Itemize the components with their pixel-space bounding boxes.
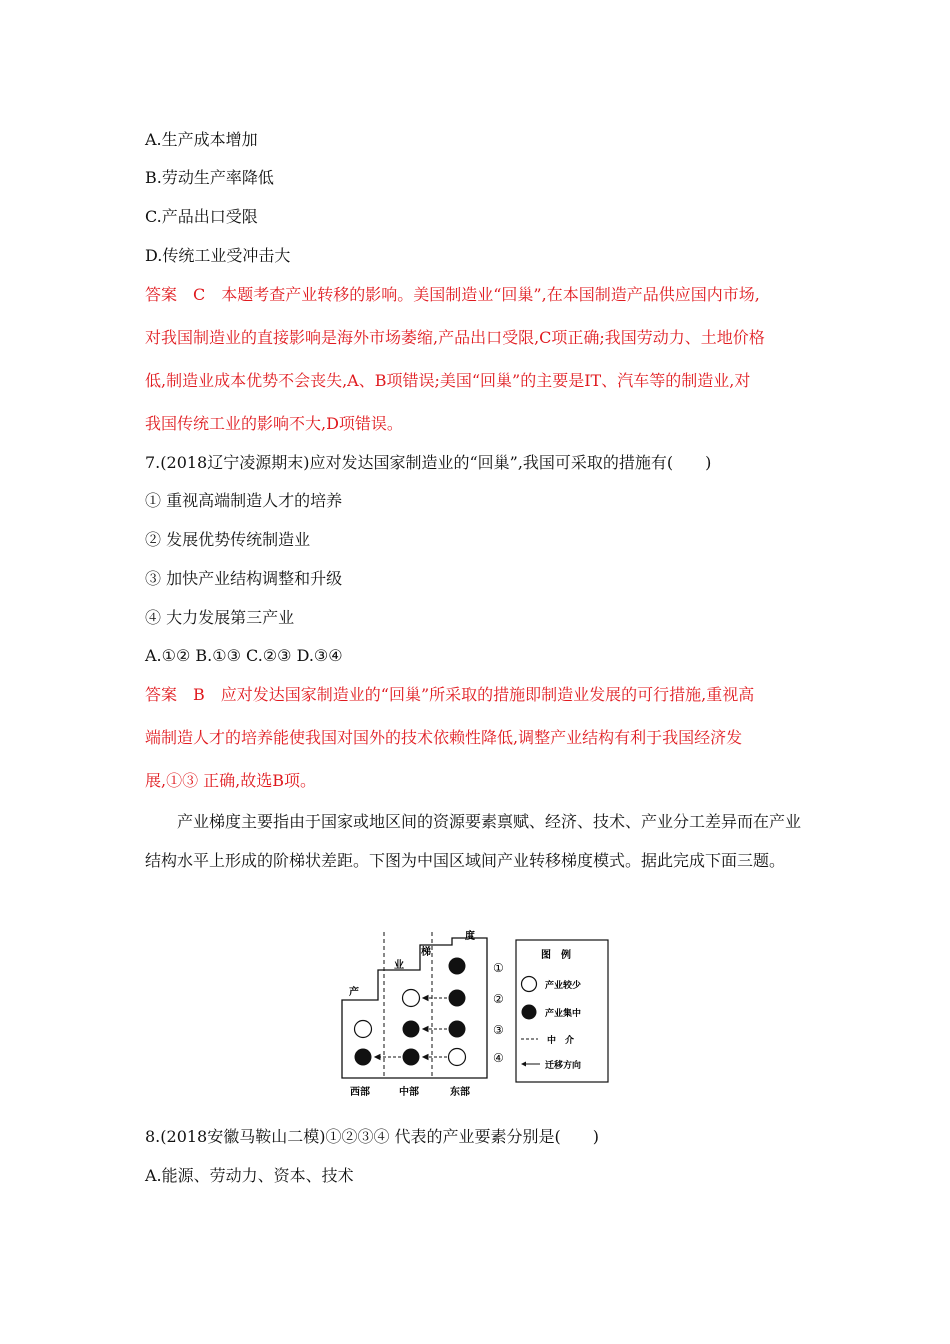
region-west: 西部 — [350, 1087, 370, 1098]
industry-gradient-figure — [335, 928, 615, 1100]
legend-open-circle-icon — [522, 977, 537, 992]
row-label-4: ④ — [493, 1051, 504, 1065]
dot-east-2 — [449, 990, 466, 1007]
circle-middle-2 — [403, 990, 420, 1007]
legend-filled-circle-icon — [522, 1005, 537, 1020]
q7-answer-line-1: 答案 B 应对发达国家制造业的“回巢”所采取的措施即制造业发展的可行措施,重视高 — [145, 685, 755, 704]
row-label-1: ① — [493, 961, 504, 975]
q7-item-4: ④ 大力发展第三产业 — [145, 608, 295, 627]
arrow-head-east-middle-2 — [423, 996, 428, 1001]
q6-option-b: B.劳动生产率降低 — [145, 168, 274, 187]
circle-west-3 — [355, 1021, 372, 1038]
q7-answer-line-3: 展,①③ 正确,故选B项。 — [145, 771, 317, 790]
dot-east-1 — [449, 958, 466, 975]
q6-answer-line-1: 答案 C 本题考查产业转移的影响。美国制造业“回巢”,在本国制造产品供应国内市场, — [145, 285, 760, 304]
q7-options: A.①② B.①③ C.②③ D.③④ — [145, 646, 343, 665]
legend-item-fewer: 产业较少 — [545, 981, 582, 991]
label-chan: 产 — [349, 987, 359, 998]
row-label-3: ③ — [493, 1023, 504, 1037]
dot-middle-4 — [403, 1049, 420, 1066]
passage-text: 产业梯度主要指由于国家或地区间的资源要素禀赋、经济、技术、产业分工差异而在产业结构水平上形成的阶梯状差距。下图为中国区域间产业转移梯度模式。据此完成下面三题。 — [145, 812, 802, 870]
region-middle: 中部 — [399, 1087, 419, 1098]
arrow-head-east-middle-3 — [423, 1027, 428, 1032]
label-ti: 梯 — [421, 947, 431, 958]
arrow-head-east-middle-4 — [423, 1055, 428, 1060]
q6-option-c: C.产品出口受限 — [145, 207, 258, 226]
dot-middle-3 — [403, 1021, 420, 1038]
legend-item-concentrated: 产业集中 — [545, 1009, 582, 1019]
dot-east-3 — [449, 1021, 466, 1038]
circle-east-4 — [449, 1049, 466, 1066]
q7-item-1: ① 重视高端制造人才的培养 — [145, 491, 343, 510]
q6-option-d: D.传统工业受冲击大 — [145, 246, 291, 265]
region-east: 东部 — [450, 1087, 470, 1098]
q6-answer-line-2: 对我国制造业的直接影响是海外市场萎缩,产品出口受限,C项正确;我国劳动力、土地价格 — [145, 328, 765, 347]
arrow-head-middle-west-4 — [375, 1055, 380, 1060]
q7-answer-line-2: 端制造人才的培养能使我国对国外的技术依赖性降低,调整产业结构有利于我国经济发 — [145, 728, 743, 747]
q7-stem: 7.(2018辽宁凌源期末)应对发达国家制造业的“回巢”,我国可采取的措施有( ) — [145, 453, 712, 472]
q7-item-3: ③ 加快产业结构调整和升级 — [145, 569, 343, 588]
passage — [145, 802, 805, 880]
q8-option-a: A.能源、劳动力、资本、技术 — [145, 1166, 354, 1185]
label-ye: 业 — [394, 960, 404, 971]
legend-item-medium: 中 介 — [547, 1036, 575, 1046]
q7-item-2: ② 发展优势传统制造业 — [145, 530, 311, 549]
legend-item-direction: 迁移方向 — [545, 1061, 582, 1071]
q6-option-a: A.生产成本增加 — [145, 130, 258, 149]
legend-title: 图 例 — [541, 950, 571, 961]
q6-answer-line-4: 我国传统工业的影响不大,D项错误。 — [145, 414, 403, 433]
row-label-2: ② — [493, 992, 504, 1006]
dot-west-4 — [355, 1049, 372, 1066]
legend-arrow-head-icon — [521, 1062, 526, 1067]
label-du: 度 — [465, 931, 475, 942]
q8-stem: 8.(2018安徽马鞍山二模)①②③④ 代表的产业要素分别是( ) — [145, 1127, 600, 1146]
q6-answer-line-3: 低,制造业成本优势不会丧失,A、B项错误;美国“回巢”的主要是IT、汽车等的制造业,对 — [145, 371, 751, 390]
